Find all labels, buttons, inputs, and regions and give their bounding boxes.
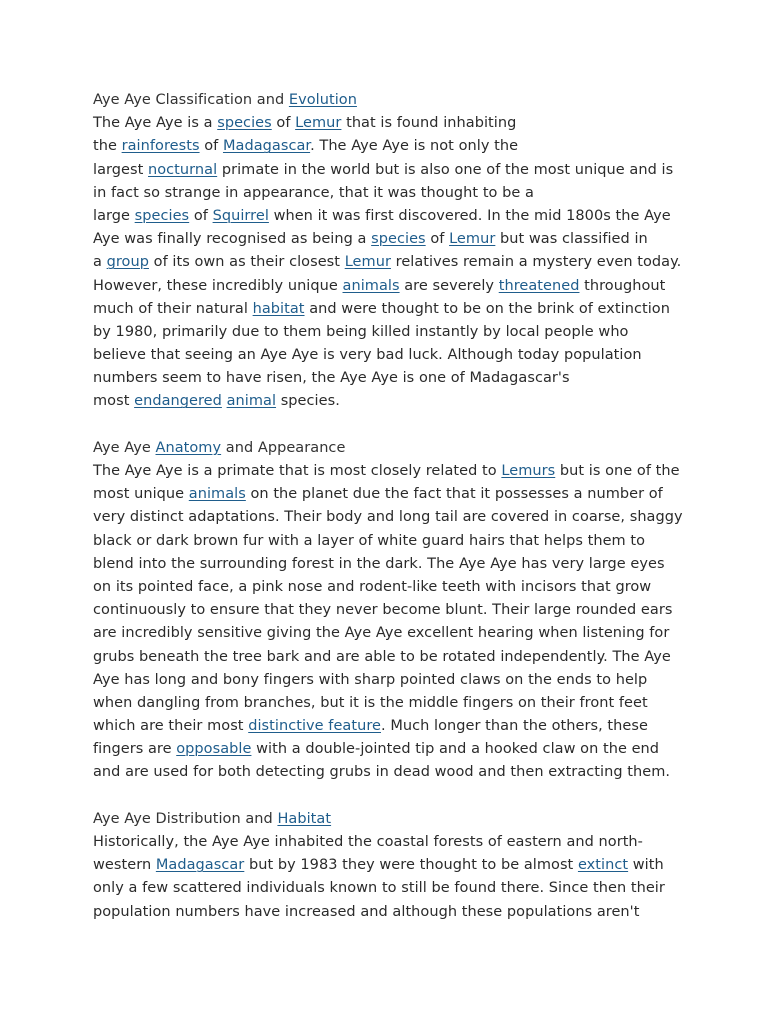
text-run: most bbox=[93, 393, 135, 410]
term-link[interactable]: Madagascar bbox=[155, 857, 245, 874]
paragraph-line bbox=[93, 761, 683, 784]
text-run: However, these incredibly unique bbox=[93, 277, 343, 294]
term-link[interactable]: opposable bbox=[176, 741, 252, 758]
text-run: Aye was finally recognised as being a bbox=[93, 231, 372, 248]
paragraph-line bbox=[93, 692, 683, 715]
term-link[interactable]: Lemur bbox=[295, 115, 342, 132]
text-run: when dangling from branches, but it is the middle fingers on their front feet bbox=[93, 694, 648, 711]
text-run: primate in the world but is also one of the most unique and is bbox=[217, 161, 674, 178]
document-body bbox=[93, 89, 683, 924]
text-run: Historically, the Aye Aye inhabited the coastal forests of eastern and north- bbox=[93, 834, 643, 850]
term-link[interactable]: animals bbox=[188, 486, 246, 503]
text-run: which are their most bbox=[93, 718, 249, 735]
paragraph-line bbox=[93, 275, 683, 298]
text-run: very distinct adaptations. Their body and long tail are covered in coarse, shaggy bbox=[93, 509, 683, 526]
paragraph-line bbox=[93, 622, 683, 645]
text-run: western bbox=[93, 857, 156, 874]
paragraph-line bbox=[93, 576, 683, 599]
term-link[interactable]: habitat bbox=[252, 300, 305, 317]
text-run: The Aye Aye is a primate that is most closely related to bbox=[93, 463, 502, 479]
term-link[interactable]: Lemur bbox=[449, 231, 496, 248]
text-run: by 1980, primarily due to them being killed instantly by local people who bbox=[93, 323, 629, 340]
paragraph-line bbox=[93, 205, 683, 228]
text-run: of bbox=[271, 115, 296, 132]
text-run: numbers seem to have risen, the Aye Aye is one of Madagascar's bbox=[93, 370, 570, 387]
text-run: of its own as their closest bbox=[148, 254, 345, 271]
paragraph-line bbox=[93, 738, 683, 761]
paragraph-line bbox=[93, 228, 683, 251]
text-run: that is found inhabiting bbox=[341, 115, 517, 132]
text-run: population numbers have increased and although these populations aren't bbox=[93, 903, 640, 920]
text-run: of bbox=[189, 207, 213, 224]
paragraph-line bbox=[93, 159, 683, 182]
text-run: are incredibly sensitive giving the Aye Aye excellent hearing when listening for bbox=[93, 625, 670, 642]
text-run: Aye has long and bony fingers with sharp pointed claws on the ends to help bbox=[93, 671, 648, 688]
paragraph-line bbox=[93, 390, 683, 413]
paragraph-line bbox=[93, 530, 683, 553]
paragraph-line bbox=[93, 877, 683, 900]
section-gap bbox=[93, 785, 683, 808]
paragraph-line bbox=[93, 854, 683, 877]
text-run: . The Aye Aye is not only the bbox=[310, 138, 519, 155]
term-link[interactable]: animals bbox=[342, 277, 400, 294]
text-run: are severely bbox=[399, 277, 499, 294]
text-run: black or dark brown fur with a layer of white guard hairs that helps them to bbox=[93, 532, 646, 549]
text-run: most unique bbox=[93, 486, 189, 503]
section-gap bbox=[93, 414, 683, 437]
text-run: the bbox=[93, 138, 122, 155]
text-run: large bbox=[93, 207, 135, 224]
text-run: and are used for both detecting grubs in dead wood and then extracting them. bbox=[93, 764, 671, 781]
text-run: Aye Aye Distribution and bbox=[93, 810, 278, 827]
text-run: continuously to ensure that they never become blunt. Their large rounded ears bbox=[93, 602, 673, 619]
text-run: The Aye Aye is a bbox=[93, 115, 218, 132]
paragraph-line bbox=[93, 901, 683, 924]
text-run: of bbox=[199, 138, 223, 155]
text-run: Aye Aye bbox=[93, 439, 156, 456]
text-run: of bbox=[425, 231, 450, 248]
term-link[interactable]: animal bbox=[226, 393, 277, 410]
text-run: when it was first discovered. In the mid 1800s the Aye bbox=[268, 207, 671, 224]
paragraph-line bbox=[93, 460, 683, 483]
paragraph-line bbox=[93, 483, 683, 506]
text-run: species. bbox=[276, 393, 340, 410]
paragraph-line bbox=[93, 715, 683, 738]
text-run: in fact so strange in appearance, that it was thought to be a bbox=[93, 184, 534, 201]
text-run: believe that seeing an Aye Aye is very bad luck. Although today population bbox=[93, 347, 642, 364]
text-run: but is one of the bbox=[555, 463, 680, 479]
term-link[interactable]: extinct bbox=[577, 857, 629, 874]
term-link[interactable]: rainforests bbox=[121, 138, 200, 155]
text-run: only a few scattered individuals known to still be found there. Since then their bbox=[93, 880, 665, 897]
paragraph-line bbox=[93, 831, 683, 854]
paragraph-line bbox=[93, 646, 683, 669]
section-2 bbox=[93, 437, 683, 785]
text-run: with a double-jointed tip and a hooked claw on the end bbox=[251, 741, 660, 758]
term-link[interactable]: distinctive feature bbox=[248, 718, 381, 735]
term-link[interactable]: Squirrel bbox=[212, 207, 269, 224]
section-heading bbox=[93, 808, 683, 831]
paragraph-line bbox=[93, 599, 683, 622]
section-heading bbox=[93, 89, 683, 112]
section-1 bbox=[93, 89, 683, 414]
text-run: much of their natural bbox=[93, 300, 253, 317]
paragraph-line bbox=[93, 367, 683, 390]
text-run: throughout bbox=[579, 277, 666, 294]
term-link[interactable]: Madagascar bbox=[222, 138, 311, 155]
paragraph-line bbox=[93, 135, 683, 158]
section-3 bbox=[93, 808, 683, 924]
paragraph-line bbox=[93, 251, 683, 274]
term-link[interactable]: species bbox=[217, 115, 272, 132]
term-link[interactable]: endangered bbox=[134, 393, 222, 410]
paragraph-line bbox=[93, 112, 683, 135]
term-link[interactable]: group bbox=[106, 254, 149, 271]
term-link[interactable]: nocturnal bbox=[148, 161, 218, 178]
text-run: largest bbox=[93, 161, 148, 178]
text-run: blend into the surrounding forest in the dark. The Aye Aye has very large eyes bbox=[93, 555, 665, 572]
text-run: Aye Aye Classification and bbox=[93, 92, 289, 108]
text-run: but was classified in bbox=[495, 231, 648, 248]
paragraph-line bbox=[93, 344, 683, 367]
term-link[interactable]: Lemur bbox=[344, 254, 391, 271]
text-run: on its pointed face, a pink nose and rodent-like teeth with incisors that grow bbox=[93, 578, 652, 595]
paragraph-line bbox=[93, 321, 683, 344]
text-run: . Much longer than the others, these bbox=[381, 718, 648, 735]
paragraph-line bbox=[93, 298, 683, 321]
paragraph-line bbox=[93, 506, 683, 529]
paragraph-line bbox=[93, 553, 683, 576]
term-link[interactable]: species bbox=[371, 231, 426, 248]
term-link[interactable]: Evolution bbox=[288, 92, 357, 108]
term-link[interactable]: Habitat bbox=[277, 810, 332, 827]
term-link[interactable]: threatened bbox=[498, 277, 580, 294]
text-run: fingers are bbox=[93, 741, 177, 758]
term-link[interactable]: species bbox=[134, 207, 190, 224]
text-run: relatives remain a mystery even today. bbox=[390, 254, 682, 271]
text-run: a bbox=[93, 254, 107, 271]
paragraph-line bbox=[93, 669, 683, 692]
text-run: with bbox=[628, 857, 664, 874]
text-run: grubs beneath the tree bark and are able to be rotated independently. The Aye bbox=[93, 648, 671, 665]
text-run: and Appearance bbox=[221, 439, 346, 456]
term-link[interactable]: Anatomy bbox=[155, 439, 222, 456]
paragraph-line bbox=[93, 182, 683, 205]
section-heading bbox=[93, 437, 683, 460]
text-run: and were thought to be on the brink of extinction bbox=[304, 300, 670, 317]
text-run: but by 1983 they were thought to be almost bbox=[244, 857, 578, 874]
text-run: on the planet due the fact that it possesses a number of bbox=[245, 486, 663, 503]
term-link[interactable]: Lemurs bbox=[501, 463, 556, 479]
